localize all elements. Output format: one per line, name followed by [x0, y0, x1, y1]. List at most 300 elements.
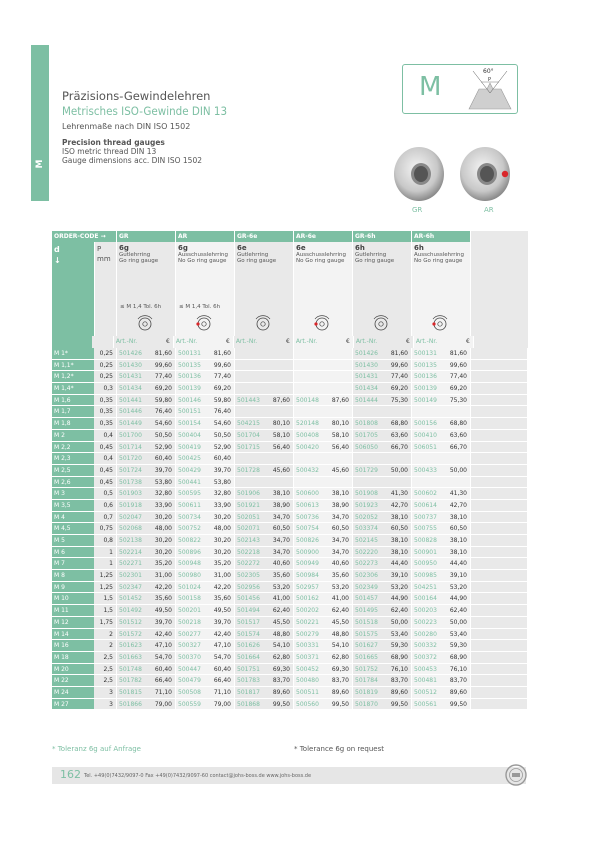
- spec-desc-de: Ausschusslehrring: [296, 252, 347, 258]
- article-number: 501903: [119, 490, 142, 498]
- article-number: [412, 406, 443, 417]
- pitch: 0,4: [94, 453, 116, 464]
- cell-group-gr-6e: [234, 699, 293, 710]
- table-row: [52, 406, 528, 418]
- article-number: 500203: [414, 607, 437, 615]
- article-number: 502271: [119, 560, 142, 568]
- article-number: 502306: [355, 572, 378, 580]
- price: 60,40: [154, 455, 172, 463]
- cell-group-gr: [116, 675, 175, 686]
- table-row: [52, 442, 528, 454]
- price: [266, 360, 293, 371]
- contact-line: Tel. +49(0)7432/9097-0 Fax +49(0)7432/9097-60 contact@johs-boss.de www.johs-boss.de: [84, 773, 312, 779]
- price: 60,50: [390, 525, 408, 533]
- price: 39,70: [213, 466, 231, 474]
- cell-group-ar: [175, 675, 234, 686]
- price: 54,60: [213, 420, 231, 428]
- table-row: [52, 418, 528, 430]
- cell-group-ar: [175, 652, 234, 663]
- article-number: [353, 453, 384, 464]
- cell-group-gr-6h: [352, 406, 411, 417]
- article-number: 502214: [119, 548, 142, 556]
- price: 71,10: [213, 688, 231, 696]
- col-group-ar-6e: AR-6e: [293, 231, 352, 242]
- cell-group-gr: [116, 640, 175, 651]
- article-number: 501921: [237, 501, 260, 509]
- cell-group-ar: [175, 582, 234, 593]
- article-number: [412, 477, 443, 488]
- price: 68,80: [390, 420, 408, 428]
- article-number: 502138: [119, 537, 142, 544]
- price: 99,60: [449, 361, 467, 369]
- article-number: 506050: [355, 443, 378, 451]
- page-number: 162: [60, 768, 81, 781]
- thread-size: M 10: [52, 593, 94, 604]
- price: 50,00: [449, 466, 467, 474]
- table-row: [52, 535, 528, 547]
- price: 32,80: [154, 490, 172, 498]
- article-number: 502220: [355, 548, 378, 556]
- article-number: 501627: [355, 642, 378, 650]
- article-number: 501817: [237, 688, 260, 696]
- thread-size: M 14: [52, 629, 94, 640]
- cell-group-ar: [175, 430, 234, 441]
- price: 69,20: [449, 385, 467, 393]
- price: 41,00: [272, 595, 290, 603]
- subheader-gr-6e: [233, 336, 293, 348]
- row-trailing: [470, 395, 527, 406]
- table-row: [52, 523, 528, 535]
- subheader-trailing: [473, 336, 528, 348]
- thread-size: M 1,1*: [52, 360, 94, 371]
- price: 89,60: [272, 688, 290, 696]
- article-number: 502349: [355, 583, 378, 591]
- article-number: 500512: [414, 688, 437, 696]
- article-number: 500372: [414, 653, 437, 661]
- article-number: 500279: [296, 630, 319, 638]
- article-number: 501512: [119, 618, 142, 626]
- cell-group-ar-6e: [293, 605, 352, 616]
- cell-group-gr-6h: [352, 617, 411, 628]
- article-number: 500218: [178, 618, 201, 626]
- article-number: 500131: [414, 350, 437, 357]
- cell-group-gr: [116, 593, 175, 604]
- price: 54,70: [154, 653, 172, 661]
- table-row: [52, 500, 528, 512]
- row-trailing: [470, 488, 527, 499]
- cell-group-ar-6e: [293, 395, 352, 406]
- article-number: [235, 383, 266, 394]
- thread-size: M 3: [52, 488, 94, 499]
- article-number: 501808: [355, 420, 378, 428]
- row-trailing: [470, 629, 527, 640]
- price: 30,20: [154, 548, 172, 556]
- spec-ar: [175, 242, 234, 336]
- cell-group-ar-6e: [293, 558, 352, 569]
- article-number: 500151: [178, 408, 201, 416]
- euro-label: €: [226, 338, 230, 345]
- article-number: [294, 348, 325, 359]
- cell-group-gr-6h: [352, 687, 411, 698]
- cell-group-gr-6h: [352, 500, 411, 511]
- cell-group-ar-6h: [411, 512, 470, 523]
- cell-group-ar-6e: [293, 488, 352, 499]
- cell-group-ar-6e: [293, 593, 352, 604]
- table-row: [52, 605, 528, 617]
- article-number: 501720: [119, 455, 142, 463]
- cell-group-gr-6h: [352, 348, 411, 359]
- subtitle-en: ISO metric thread DIN 13: [62, 147, 157, 156]
- article-number: 501574: [237, 630, 260, 638]
- article-number: 501663: [119, 653, 142, 661]
- article-number: 501784: [355, 677, 378, 685]
- article-number: 500432: [296, 466, 319, 474]
- article-number: 500755: [414, 525, 437, 533]
- article-number: 500896: [178, 548, 201, 556]
- table-row: [52, 582, 528, 594]
- article-number: 500452: [296, 665, 319, 673]
- price: [266, 348, 293, 359]
- price: 53,20: [449, 583, 467, 591]
- article-number: 500447: [178, 665, 201, 673]
- price: 44,40: [449, 560, 467, 568]
- pitch: 0,75: [94, 523, 116, 534]
- cell-group-ar: [175, 477, 234, 488]
- pitch: 0,35: [94, 395, 116, 406]
- pitch: 1: [94, 558, 116, 569]
- article-number: 501626: [237, 642, 260, 650]
- article-number: 500822: [178, 537, 201, 544]
- price: 38,10: [449, 513, 467, 521]
- article-number: 501704: [237, 431, 260, 439]
- article-number: 501906: [237, 490, 260, 498]
- pitch: 0,25: [94, 348, 116, 359]
- price: 38,10: [390, 548, 408, 556]
- spec-tolerance: 6h: [355, 244, 365, 252]
- art-nr-label: Art.-Nr.: [415, 338, 438, 345]
- price: 60,50: [449, 525, 467, 533]
- cell-group-ar-6e: [293, 570, 352, 581]
- price: 30,20: [213, 548, 231, 556]
- article-number: 501492: [119, 607, 142, 615]
- price: 48,00: [213, 525, 231, 533]
- cell-group-gr-6h: [352, 418, 411, 429]
- row-trailing: [470, 453, 527, 464]
- cell-group-ar: [175, 383, 234, 394]
- row-trailing: [470, 348, 527, 359]
- article-number: [294, 406, 325, 417]
- price: 83,70: [449, 677, 467, 685]
- cell-group-ar: [175, 488, 234, 499]
- cell-group-ar-6e: [293, 617, 352, 628]
- price: 99,50: [390, 700, 408, 708]
- price: 99,50: [331, 700, 349, 708]
- article-number: 501868: [237, 700, 260, 708]
- subheader-gr-6h: [353, 336, 413, 348]
- go-rotate-icon: [133, 314, 157, 332]
- cell-group-gr: [116, 535, 175, 546]
- price: 66,70: [390, 443, 408, 451]
- price: 62,80: [331, 653, 349, 661]
- table-row: [52, 488, 528, 500]
- article-number: 500560: [296, 700, 319, 708]
- price: 42,20: [154, 583, 172, 591]
- article-number: 502143: [237, 537, 260, 544]
- price: 58,10: [331, 431, 349, 439]
- euro-label: €: [166, 338, 170, 345]
- cell-group-gr-6e: [234, 395, 293, 406]
- price: 47,10: [154, 642, 172, 650]
- price: 48,00: [154, 525, 172, 533]
- article-number: 500901: [414, 548, 437, 556]
- price: 33,90: [154, 501, 172, 509]
- article-number: 501457: [355, 595, 378, 603]
- page-subtitle: Metrisches ISO-Gewinde DIN 13: [62, 104, 228, 118]
- thread-size: M 1,7: [52, 406, 94, 417]
- article-number: 500828: [414, 537, 437, 544]
- pitch: 1,5: [94, 605, 116, 616]
- table-row: [52, 430, 528, 442]
- spec-desc-de: Gutlehrring: [355, 252, 387, 258]
- cell-group-gr-6h: [352, 547, 411, 558]
- spec-desc-de: Ausschusslehrring: [178, 252, 229, 258]
- price: 34,70: [331, 513, 349, 521]
- article-number: 501738: [119, 478, 142, 486]
- spec-desc-en: Go ring gauge: [237, 258, 277, 264]
- price: 34,70: [272, 548, 290, 556]
- article-number: 501024: [178, 583, 201, 591]
- article-number: [412, 453, 443, 464]
- cell-group-ar-6h: [411, 477, 470, 488]
- price: 77,40: [390, 373, 408, 381]
- row-trailing: [470, 640, 527, 651]
- article-number: 500613: [296, 501, 319, 509]
- cell-group-ar-6e: [293, 629, 352, 640]
- article-number: 500737: [414, 513, 437, 521]
- spec-desc-de: Gutlehrring: [119, 252, 151, 258]
- cell-group-gr: [116, 629, 175, 640]
- subheader-ar: [173, 336, 233, 348]
- art-nr-label: Art.-Nr.: [295, 338, 318, 345]
- price: 54,10: [272, 642, 290, 650]
- article-number: 500561: [414, 700, 437, 708]
- article-number: 502957: [296, 583, 319, 591]
- side-tab-letter: M: [35, 159, 45, 169]
- article-number: 500135: [178, 361, 201, 369]
- article-number: 501782: [119, 677, 142, 685]
- price: 99,60: [154, 361, 172, 369]
- spec-tolerance: 6g: [178, 244, 188, 252]
- pitch: 2,5: [94, 664, 116, 675]
- price: 52,90: [213, 443, 231, 451]
- cell-group-ar: [175, 558, 234, 569]
- article-number: 500419: [178, 443, 201, 451]
- price: 35,20: [213, 560, 231, 568]
- cell-group-ar-6e: [293, 383, 352, 394]
- thread-size: M 2,5: [52, 465, 94, 476]
- price: 34,70: [331, 537, 349, 544]
- cell-group-ar-6h: [411, 523, 470, 534]
- article-number: 501572: [119, 630, 142, 638]
- article-number: 501434: [355, 385, 378, 393]
- cell-group-ar-6h: [411, 383, 470, 394]
- article-number: [235, 360, 266, 371]
- nogo-rotate-icon: [192, 314, 216, 332]
- pitch: 0,5: [94, 488, 116, 499]
- pitch: 0,45: [94, 442, 116, 453]
- price: [384, 406, 411, 417]
- cell-group-gr-6e: [234, 360, 293, 371]
- thread-size: M 2,6: [52, 477, 94, 488]
- article-number: 501923: [355, 501, 378, 509]
- cell-group-gr: [116, 406, 175, 417]
- cell-group-ar: [175, 360, 234, 371]
- price: 38,10: [390, 513, 408, 521]
- article-number: 500327: [178, 642, 201, 650]
- table-row: [52, 699, 528, 711]
- price: 53,20: [272, 583, 290, 591]
- article-number: 500408: [296, 431, 319, 439]
- cell-group-gr-6h: [352, 675, 411, 686]
- row-trailing: [470, 477, 527, 488]
- article-number: [294, 383, 325, 394]
- cell-group-gr: [116, 699, 175, 710]
- price: 50,00: [390, 466, 408, 474]
- table-row: [52, 652, 528, 664]
- article-number: 500752: [178, 525, 201, 533]
- row-trailing: [470, 430, 527, 441]
- badge-letter: M: [419, 72, 442, 102]
- price: 48,80: [331, 630, 349, 638]
- cell-group-ar: [175, 593, 234, 604]
- price: [325, 406, 352, 417]
- price: 47,10: [213, 642, 231, 650]
- article-number: 501866: [119, 700, 142, 708]
- cell-group-ar-6h: [411, 535, 470, 546]
- price: 68,90: [390, 653, 408, 661]
- cell-group-ar: [175, 570, 234, 581]
- price: 71,10: [154, 688, 172, 696]
- price: 89,60: [390, 688, 408, 696]
- article-number: 501715: [237, 443, 260, 451]
- thread-size: M 9: [52, 582, 94, 593]
- price: 60,40: [213, 665, 231, 673]
- cell-group-gr-6h: [352, 629, 411, 640]
- table-row: [52, 617, 528, 629]
- cell-group-ar-6h: [411, 348, 470, 359]
- price: [325, 383, 352, 394]
- price: 38,10: [331, 490, 349, 498]
- cell-group-gr: [116, 605, 175, 616]
- article-number: [235, 371, 266, 382]
- cell-group-ar: [175, 523, 234, 534]
- price: 35,60: [331, 572, 349, 580]
- cell-group-ar-6h: [411, 406, 470, 417]
- price: 68,90: [449, 653, 467, 661]
- thread-size: M 3,5: [52, 500, 94, 511]
- euro-label: €: [406, 338, 410, 345]
- article-number: 501728: [237, 466, 260, 474]
- price: 30,20: [213, 513, 231, 521]
- price: 83,70: [331, 677, 349, 685]
- article-number: 500481: [414, 677, 437, 685]
- cell-group-gr-6h: [352, 535, 411, 546]
- cell-group-ar: [175, 418, 234, 429]
- cell-group-gr-6e: [234, 430, 293, 441]
- price: 53,40: [449, 630, 467, 638]
- article-number: 500148: [296, 396, 319, 404]
- thread-size: M 2: [52, 430, 94, 441]
- article-number: [353, 406, 384, 417]
- row-trailing: [470, 593, 527, 604]
- cell-group-ar-6h: [411, 558, 470, 569]
- cell-group-gr: [116, 664, 175, 675]
- article-number: 501918: [119, 501, 142, 509]
- cell-group-gr: [116, 371, 175, 382]
- cell-group-ar-6e: [293, 442, 352, 453]
- thread-size: M 7: [52, 558, 94, 569]
- thread-size: M 1,8: [52, 418, 94, 429]
- price: 53,20: [331, 583, 349, 591]
- norm-en: Gauge dimensions acc. DIN ISO 1502: [62, 156, 203, 165]
- cell-group-ar: [175, 547, 234, 558]
- row-trailing: [470, 500, 527, 511]
- price: 81,60: [154, 350, 172, 357]
- cell-group-gr-6e: [234, 675, 293, 686]
- cell-group-gr-6e: [234, 547, 293, 558]
- article-number: 501441: [119, 396, 142, 404]
- cell-group-ar-6e: [293, 453, 352, 464]
- article-number: 500433: [414, 466, 437, 474]
- article-number: 500511: [296, 688, 319, 696]
- cell-group-gr-6h: [352, 605, 411, 616]
- cell-group-gr-6e: [234, 629, 293, 640]
- article-number: 500136: [178, 373, 201, 381]
- cell-group-gr-6h: [352, 512, 411, 523]
- cell-group-gr: [116, 687, 175, 698]
- price: 89,60: [331, 688, 349, 696]
- spec-ar-6e: [293, 242, 352, 336]
- price: 34,70: [272, 513, 290, 521]
- article-number: 500202: [296, 607, 319, 615]
- spec-desc-en: No Go ring gauge: [414, 258, 463, 264]
- cell-group-gr-6e: [234, 512, 293, 523]
- cell-group-ar: [175, 406, 234, 417]
- price: 62,40: [272, 607, 290, 615]
- article-number: 501752: [355, 665, 378, 673]
- price: 45,60: [331, 466, 349, 474]
- cell-group-gr-6e: [234, 535, 293, 546]
- subheader-row: [52, 336, 528, 348]
- cell-group-ar-6h: [411, 629, 470, 640]
- price: 58,10: [272, 431, 290, 439]
- cell-group-gr-6e: [234, 687, 293, 698]
- table-row: [52, 687, 528, 699]
- price: 50,00: [449, 618, 467, 626]
- price: 66,70: [449, 443, 467, 451]
- article-number: 500479: [178, 677, 201, 685]
- cell-group-gr: [116, 442, 175, 453]
- spec-gr: [116, 242, 175, 336]
- article-number: 501426: [355, 350, 378, 357]
- spec-desc-en: No Go ring gauge: [178, 258, 227, 264]
- row-trailing: [470, 442, 527, 453]
- article-number: 502145: [355, 537, 378, 544]
- price: 62,40: [390, 607, 408, 615]
- article-number: 500950: [414, 560, 437, 568]
- pitch: 0,35: [94, 418, 116, 429]
- price: 62,40: [449, 607, 467, 615]
